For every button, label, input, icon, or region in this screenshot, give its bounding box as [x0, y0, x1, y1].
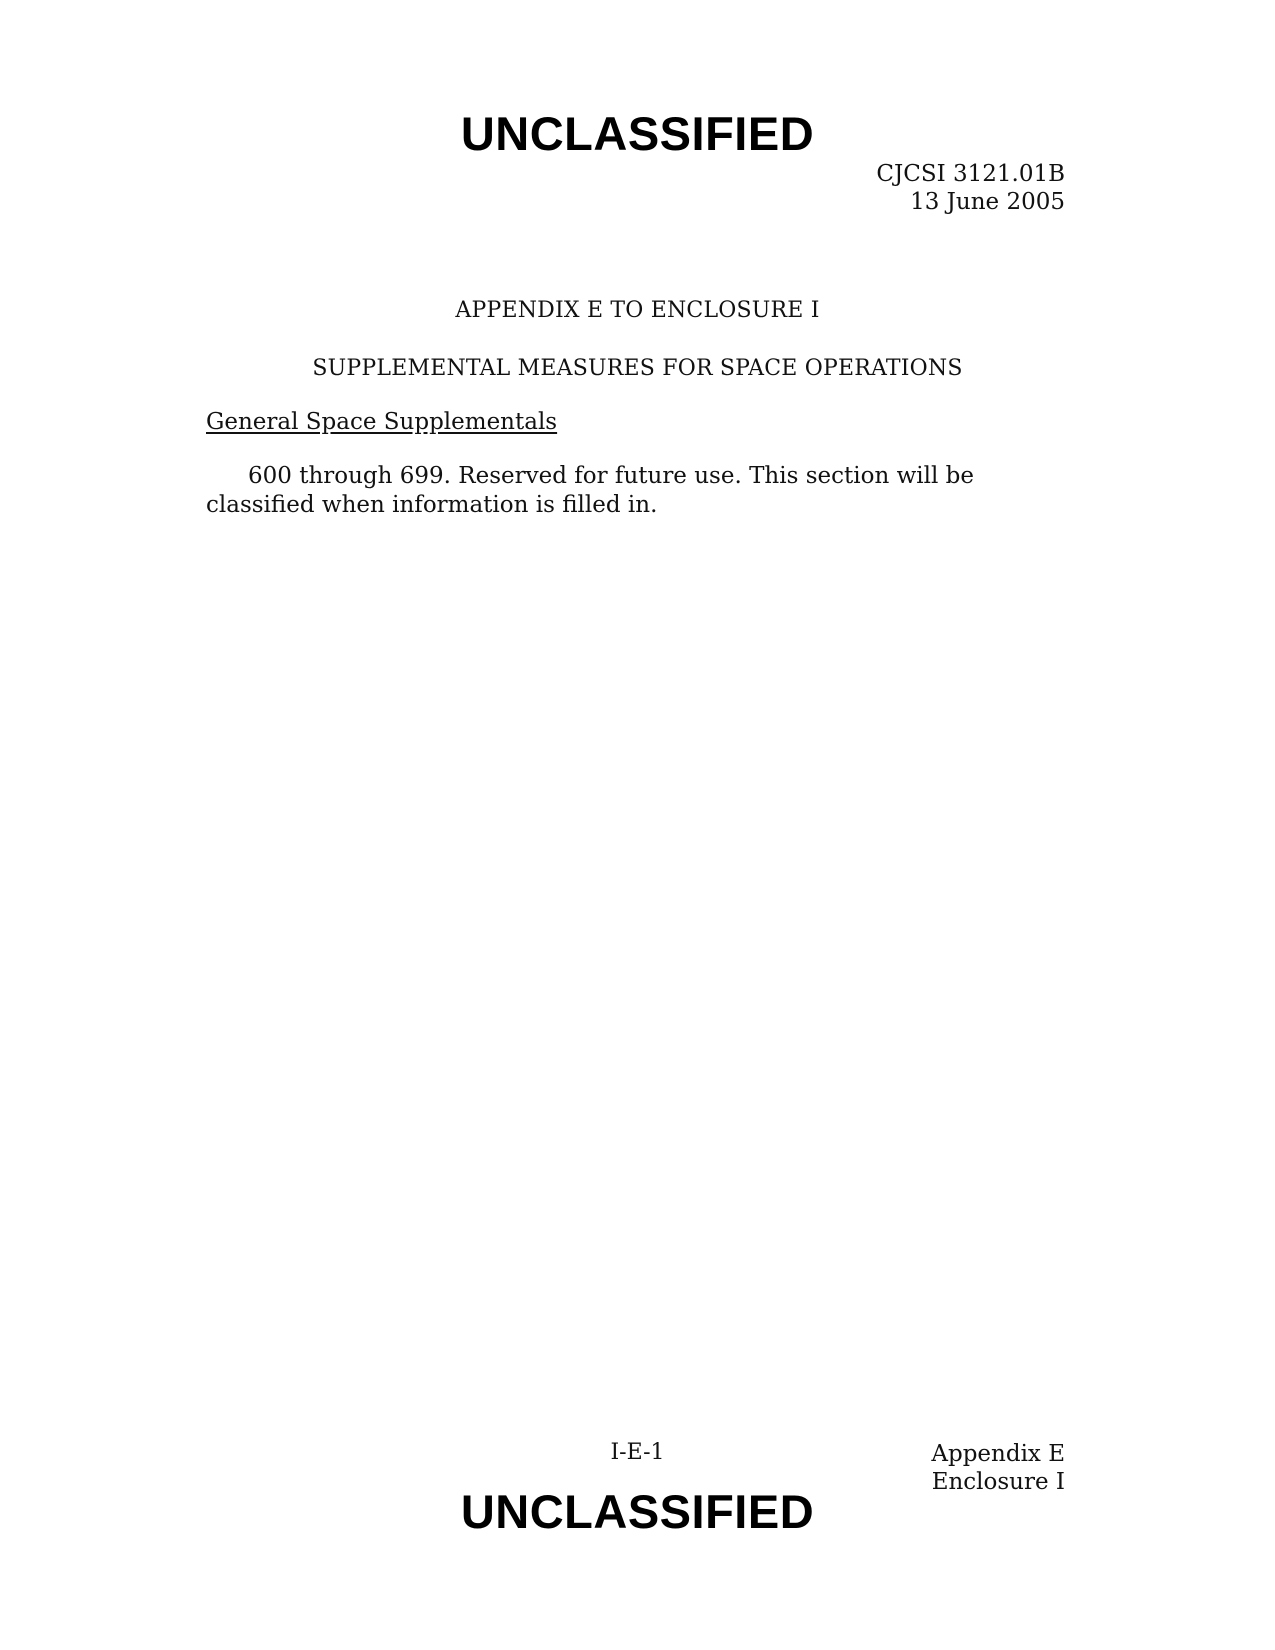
document-identifier [876, 160, 1065, 216]
bottom-classification-marking: UNCLASSIFIED [460, 1485, 815, 1538]
page-number: I-E-1 [610, 1440, 665, 1465]
section-title: SUPPLEMENTAL MEASURES FOR SPACE OPERATIONS [312, 356, 963, 381]
subheading: General Space Supplementals [206, 409, 558, 435]
footer-enclosure-ref: Enclosure I [931, 1469, 1065, 1495]
body-paragraph: 600 through 699. Reserved for future use. This section will be classified when information is filled in. [206, 463, 974, 518]
document-number: CJCSI 3121.01B [876, 161, 1065, 187]
top-classification-marking: UNCLASSIFIED [460, 107, 815, 160]
footer-appendix-ref: Appendix E [931, 1441, 1065, 1467]
document-date: 13 June 2005 [910, 189, 1065, 215]
appendix-heading: APPENDIX E TO ENCLOSURE I [455, 298, 820, 323]
